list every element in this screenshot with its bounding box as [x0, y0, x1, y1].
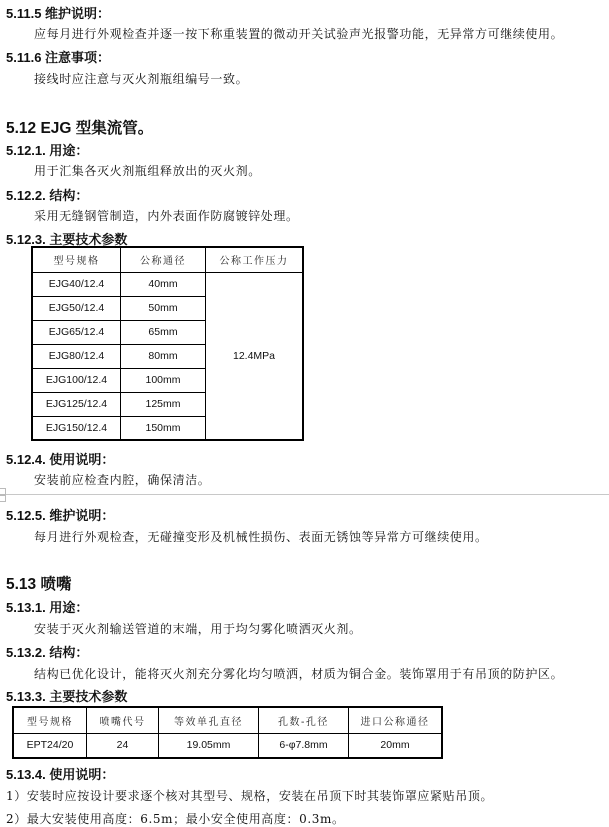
table-header: 进口公称通径 [349, 707, 443, 733]
nozzle-spec-table [12, 706, 443, 759]
table-header: 公称通径 [121, 247, 206, 272]
page-corner-mark [0, 488, 6, 495]
pressure-cell: 12.4MPa [206, 272, 304, 440]
hole-count-cell: 6-φ7.8mm [259, 733, 349, 758]
collector-pipe-spec-table [31, 246, 304, 441]
page-break-divider [0, 494, 609, 495]
heading-5-12-1: 5.12.1. 用途： [6, 143, 89, 158]
paragraph-5-12-1: 用于汇集各灭火剂瓶组释放出的灭火剂。 [34, 164, 261, 178]
paragraph-5-12-5: 每月进行外观检查，无碰撞变形及机械性损伤、表面无锈蚀等异常方可继续使用。 [34, 530, 488, 544]
heading-5-11-6: 5.11.6 注意事项： [6, 50, 111, 65]
table-header: 孔数-孔径 [259, 707, 349, 733]
heading-5-13-4: 5.13.4. 使用说明： [6, 767, 115, 782]
diameter-cell: 80mm [121, 344, 206, 368]
heading-5-13-3: 5.13.3. 主要技术参数 [6, 689, 128, 704]
heading-5-12-5: 5.12.5. 维护说明： [6, 508, 115, 523]
table-row [13, 733, 442, 758]
heading-5-12: 5.12 EJG 型集流管。 [6, 120, 154, 137]
table-header: 喷嘴代号 [87, 707, 159, 733]
diameter-cell: 65mm [121, 320, 206, 344]
list-item: 1）安装时应按设计要求逐个核对其型号、规格，安装在吊顶下时其装饰罩应紧贴吊顶。 [6, 789, 494, 803]
paragraph-5-11-6: 接线时应注意与灭火剂瓶组编号一致。 [34, 72, 249, 86]
model-cell: EJG80/12.4 [32, 344, 121, 368]
paragraph-5-13-1: 安装于灭火剂输送管道的末端，用于均匀雾化喷洒灭火剂。 [34, 622, 362, 636]
paragraph-5-12-4: 安装前应检查内腔，确保清洁。 [34, 473, 211, 487]
table-row [32, 272, 303, 296]
model-cell: EJG50/12.4 [32, 296, 121, 320]
table-header: 型号规格 [13, 707, 87, 733]
model-cell: EJG150/12.4 [32, 416, 121, 440]
heading-5-13: 5.13 喷嘴 [6, 576, 72, 593]
diameter-cell: 40mm [121, 272, 206, 296]
model-cell: EPT24/20 [13, 733, 87, 758]
list-item: 2）最大安装使用高度：6.5m；最小安全使用高度：0.3m。 [6, 812, 345, 826]
diameter-cell: 150mm [121, 416, 206, 440]
heading-5-13-1: 5.13.1. 用途： [6, 600, 89, 615]
paragraph-5-11-5: 应每月进行外观检查并逐一按下称重装置的微动开关试验声光报警功能，无异常方可继续使用。 [34, 27, 564, 41]
heading-5-12-4: 5.12.4. 使用说明： [6, 452, 115, 467]
diameter-cell: 125mm [121, 392, 206, 416]
table-header: 等效单孔直径 [159, 707, 259, 733]
model-cell: EJG65/12.4 [32, 320, 121, 344]
heading-5-12-3: 5.12.3. 主要技术参数 [6, 232, 128, 247]
nozzle-code-cell: 24 [87, 733, 159, 758]
heading-5-12-2: 5.12.2. 结构： [6, 188, 89, 203]
model-cell: EJG100/12.4 [32, 368, 121, 392]
model-cell: EJG125/12.4 [32, 392, 121, 416]
table-header: 公称工作压力 [206, 247, 304, 272]
paragraph-5-13-2: 结构已优化设计，能将灭火剂充分雾化均匀喷洒，材质为铜合金。装饰罩用于有吊顶的防护区。 [34, 667, 564, 681]
diameter-cell: 100mm [121, 368, 206, 392]
heading-5-11-5: 5.11.5 维护说明： [6, 6, 111, 21]
table-header: 型号规格 [32, 247, 121, 272]
diameter-cell: 50mm [121, 296, 206, 320]
heading-5-13-2: 5.13.2. 结构： [6, 645, 89, 660]
paragraph-5-12-2: 采用无缝钢管制造，内外表面作防腐镀锌处理。 [34, 209, 299, 223]
hole-diameter-cell: 19.05mm [159, 733, 259, 758]
page-corner-mark [0, 495, 6, 502]
model-cell: EJG40/12.4 [32, 272, 121, 296]
inlet-diameter-cell: 20mm [349, 733, 443, 758]
